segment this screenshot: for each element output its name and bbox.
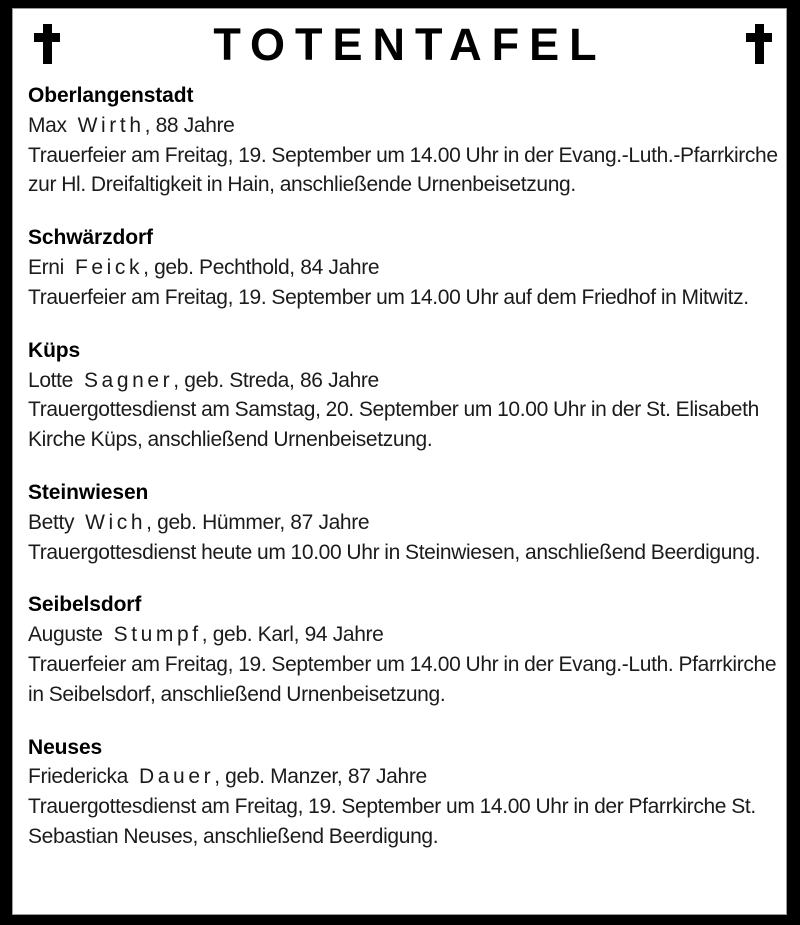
- entry-place: Seibelsdorf: [28, 593, 142, 617]
- entry-first-name: Betty: [28, 510, 75, 534]
- entry-surname: Wich: [85, 510, 147, 534]
- entry-person-suffix: , 88 Jahre: [144, 113, 235, 137]
- entry-place: Neuses: [28, 735, 103, 759]
- entry-service-detail: Trauergottesdienst heute um 10.00 Uhr in Steinwiesen, anschließend Beerdigung.: [28, 540, 761, 564]
- entry-surname: Sagner: [83, 368, 174, 392]
- entry-place: Schwärzdorf: [28, 226, 153, 250]
- obituary-entry: [28, 590, 778, 709]
- entry-surname: Wirth: [77, 113, 145, 137]
- entry-service-detail: Trauerfeier am Freitag, 19. September um 14.00 Uhr in der Evang.-Luth. Pfarrkirche in Seibelsdorf, anschließend Urnenbeisetzung.: [28, 653, 777, 706]
- obituary-entry: [28, 478, 778, 567]
- latin-cross-icon-right: [746, 24, 772, 64]
- entry-person: [28, 620, 778, 650]
- entry-person-suffix: , geb. Manzer, 87 Jahre: [214, 765, 427, 789]
- entry-person: [28, 508, 778, 538]
- entry-service-detail: Trauergottesdienst am Samstag, 20. September um 10.00 Uhr in der St. Elisabeth Kirche Küps, anschließend Urnenbeisetzung.: [28, 398, 759, 452]
- entry-service-detail: Trauerfeier am Freitag, 19. September um 14.00 Uhr in der Evang.-Luth.-Pfarrkirche zur Hl. Dreifaltigkeit in Hain, anschließende Urnenbeisetzung.: [28, 143, 778, 197]
- masthead: [28, 15, 784, 73]
- entry-person-suffix: , geb. Streda, 86 Jahre: [173, 368, 379, 392]
- obituary-entry: [28, 733, 778, 852]
- entry-first-name: Auguste: [28, 623, 103, 647]
- entry-person: [28, 366, 778, 396]
- obituary-entry-list: [28, 81, 784, 852]
- obituary-entry: [28, 81, 778, 200]
- entry-person: [28, 253, 778, 283]
- entry-place: Steinwiesen: [28, 480, 149, 504]
- entry-person-suffix: , geb. Karl, 94 Jahre: [201, 623, 384, 647]
- entry-person: [28, 111, 778, 141]
- obituary-entry: [28, 223, 778, 312]
- entry-person-suffix: , geb. Pechthold, 84 Jahre: [143, 256, 380, 280]
- latin-cross-icon-left: [34, 24, 60, 64]
- page-title: TOTENTAFEL: [213, 18, 607, 70]
- entry-service-detail: Trauerfeier am Freitag, 19. September um 14.00 Uhr auf dem Friedhof in Mitwitz.: [28, 285, 749, 309]
- obituary-entry: [28, 336, 778, 455]
- notice-content: [13, 9, 786, 914]
- entry-place: Küps: [28, 338, 81, 362]
- entry-first-name: Friedericka: [28, 765, 129, 789]
- entry-surname: Feick: [74, 256, 144, 280]
- entry-person: [28, 762, 778, 792]
- entry-service-detail: Trauergottesdienst am Freitag, 19. September um 14.00 Uhr in der Pfarrkirche St. Sebastian Neuses, anschließend Beerdigung.: [28, 795, 756, 849]
- entry-place: Oberlangenstadt: [28, 84, 194, 107]
- entry-first-name: Max: [28, 113, 67, 137]
- entry-first-name: Lotte: [28, 368, 73, 392]
- notice-inner-frame: [12, 8, 787, 915]
- entry-surname: Dauer: [139, 765, 215, 789]
- entry-surname: Stumpf: [113, 623, 202, 647]
- entry-first-name: Erni: [28, 256, 64, 280]
- entry-person-suffix: , geb. Hümmer, 87 Jahre: [146, 510, 370, 534]
